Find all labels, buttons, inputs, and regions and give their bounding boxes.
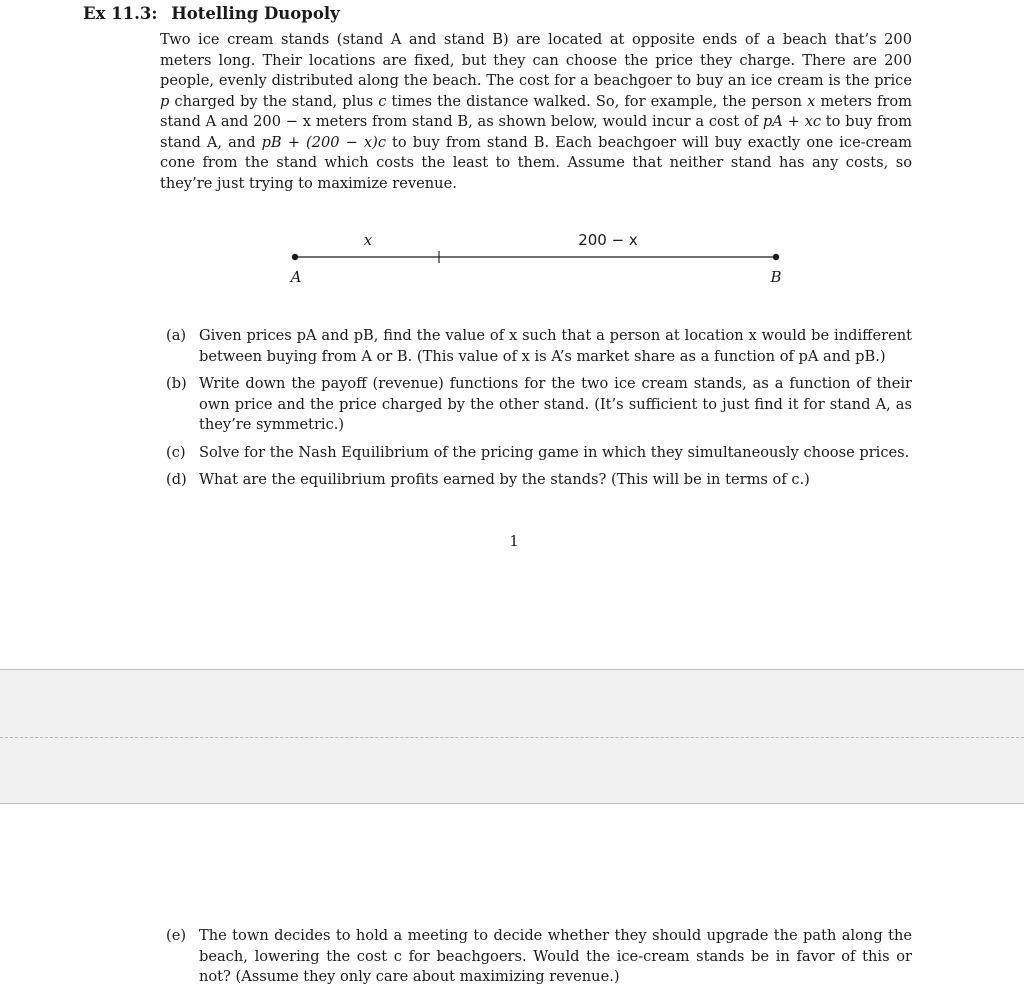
math-expr-200-minus-x: 200 − x — [253, 113, 312, 130]
part-c — [166, 443, 912, 464]
intro-text-7: to buy from stand B. Each beachgoer will buy exactly one ice-cream cone from the stand which costs the least to them. Assume that neither stand has any costs, so they’re just trying to maximize revenue. — [160, 133, 912, 192]
math-x: x — [807, 92, 816, 110]
part-label: (a) — [166, 327, 187, 344]
intro-text-4: meters from stand A and — [160, 92, 912, 130]
question-parts — [166, 326, 912, 498]
part-text: Given prices pA and pB, find the value of x such that a person at location x would be indifferent between buying from A or B. (This value of x is A’s market share as a function of pA and pB.) — [199, 327, 912, 365]
stand-a-point — [292, 254, 298, 260]
intro-text-6: to buy from stand A, and — [160, 113, 913, 151]
part-text: The town decides to hold a meeting to decide whether they should upgrade the path along the beach, lowering the cost c for beachgoers. Would the ice-cream stands be in favor of this or not? (Assume they only care about maximizing revenue.) — [199, 927, 912, 985]
beach-diagram — [0, 220, 1024, 300]
part-label: (e) — [166, 927, 187, 944]
problem-statement — [160, 30, 912, 194]
math-c: c — [378, 92, 387, 110]
part-label: (c) — [166, 443, 186, 461]
part-label: (d) — [166, 471, 187, 488]
stand-b-label: B — [770, 268, 782, 286]
stand-b-point — [773, 254, 779, 260]
segment-x-label: x — [363, 231, 373, 249]
part-e — [166, 926, 912, 988]
intro-text-2: charged by the stand, plus — [169, 92, 379, 110]
part-b — [166, 374, 912, 436]
exercise-heading — [83, 4, 340, 23]
math-expr-cost-a: pA + xc — [762, 113, 822, 130]
math-p: p — [160, 92, 170, 110]
page-gap — [0, 669, 1024, 804]
intro-text-5: meters from stand B, as shown below, would incur a cost of — [311, 113, 763, 130]
exercise-title: Hotelling Duopoly — [171, 4, 340, 23]
part-text: Solve for the Nash Equilibrium of the pricing game in which they simultaneously choose prices. — [199, 443, 910, 461]
page-number: 1 — [509, 533, 519, 550]
exercise-number: Ex 11.3: — [83, 4, 158, 23]
part-d — [166, 470, 912, 491]
stand-a-label: A — [290, 268, 302, 286]
part-text: Write down the payoff (revenue) functions for the two ice cream stands, as a function of their own price and the price charged by the other stand. (It’s sufficient to just find it for stand A, as they’re symmetric.) — [199, 375, 912, 433]
part-text: What are the equilibrium profits earned by the stands? (This will be in terms of c.) — [199, 471, 810, 488]
part-a — [166, 326, 912, 367]
math-expr-cost-b: pB + (200 − x)c — [261, 133, 386, 151]
intro-text-1: Two ice cream stands (stand A and stand B) are located at opposite ends of a beach that’s 200 meters long. Their locations are fixed, but they can choose the price they charge. There are 200 people, evenly distributed along the beach. The cost for a beachgoer to buy an ice cream is the price — [160, 31, 912, 89]
segment-200-minus-x-label: 200 − x — [578, 231, 638, 249]
part-label: (b) — [166, 375, 187, 392]
page-break-divider — [0, 737, 1024, 738]
intro-text-3: times the distance walked. So, for example, the person — [386, 92, 808, 110]
